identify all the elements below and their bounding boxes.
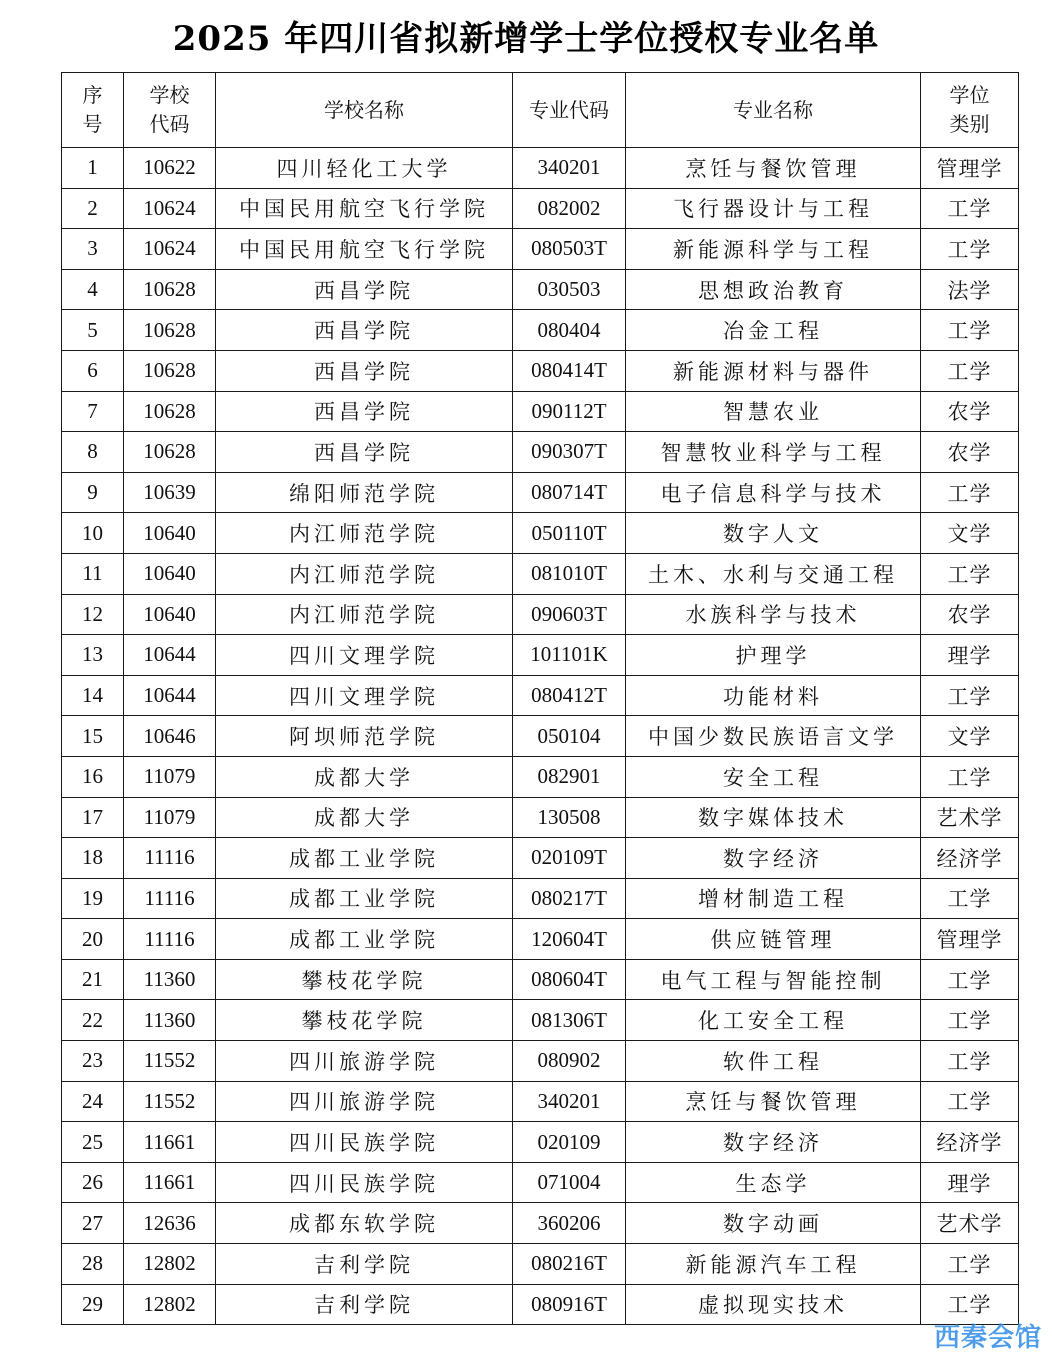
cell-school-name: 阿坝师范学院 xyxy=(216,716,513,757)
cell-school-code: 10646 xyxy=(124,716,216,757)
cell-seq: 23 xyxy=(62,1041,124,1082)
cell-school-name: 吉利学院 xyxy=(216,1284,513,1325)
table-row xyxy=(62,756,1019,797)
cell-seq: 20 xyxy=(62,919,124,960)
table-row xyxy=(62,878,1019,919)
cell-degree-type: 工学 xyxy=(921,472,1019,513)
cell-seq: 21 xyxy=(62,959,124,1000)
cell-seq: 1 xyxy=(62,148,124,189)
cell-school-code: 10628 xyxy=(124,310,216,351)
cell-school-code: 12636 xyxy=(124,1203,216,1244)
table-row xyxy=(62,797,1019,838)
cell-major-name: 电气工程与智能控制 xyxy=(626,959,921,1000)
cell-school-name: 成都工业学院 xyxy=(216,878,513,919)
cell-seq: 15 xyxy=(62,716,124,757)
cell-seq: 18 xyxy=(62,838,124,879)
cell-school-code: 11116 xyxy=(124,878,216,919)
cell-degree-type: 经济学 xyxy=(921,838,1019,879)
cell-major-name: 化工安全工程 xyxy=(626,1000,921,1041)
cell-major-code: 080902 xyxy=(513,1041,626,1082)
cell-school-code: 11079 xyxy=(124,756,216,797)
cell-major-name: 增材制造工程 xyxy=(626,878,921,919)
cell-school-code: 10640 xyxy=(124,553,216,594)
cell-degree-type: 工学 xyxy=(921,878,1019,919)
table-row xyxy=(62,1284,1019,1325)
cell-major-code: 080412T xyxy=(513,675,626,716)
cell-major-code: 340201 xyxy=(513,148,626,189)
cell-seq: 24 xyxy=(62,1081,124,1122)
cell-degree-type: 管理学 xyxy=(921,148,1019,189)
cell-seq: 5 xyxy=(62,310,124,351)
cell-major-code: 080414T xyxy=(513,350,626,391)
cell-school-code: 10624 xyxy=(124,229,216,270)
cell-major-name: 飞行器设计与工程 xyxy=(626,188,921,229)
cell-school-code: 11661 xyxy=(124,1122,216,1163)
cell-school-name: 西昌学院 xyxy=(216,310,513,351)
cell-seq: 29 xyxy=(62,1284,124,1325)
table-row xyxy=(62,269,1019,310)
table-row xyxy=(62,513,1019,554)
cell-school-name: 四川民族学院 xyxy=(216,1162,513,1203)
cell-school-name: 四川轻化工大学 xyxy=(216,148,513,189)
cell-school-code: 10628 xyxy=(124,432,216,473)
table-row xyxy=(62,1041,1019,1082)
cell-seq: 16 xyxy=(62,756,124,797)
cell-degree-type: 工学 xyxy=(921,188,1019,229)
cell-seq: 6 xyxy=(62,350,124,391)
table-row xyxy=(62,188,1019,229)
cell-major-code: 080217T xyxy=(513,878,626,919)
cell-degree-type: 农学 xyxy=(921,594,1019,635)
cell-major-code: 020109 xyxy=(513,1122,626,1163)
cell-degree-type: 工学 xyxy=(921,229,1019,270)
cell-school-name: 西昌学院 xyxy=(216,269,513,310)
cell-school-name: 四川旅游学院 xyxy=(216,1041,513,1082)
cell-major-name: 数字人文 xyxy=(626,513,921,554)
cell-major-name: 数字经济 xyxy=(626,838,921,879)
page-title: 2025 年四川省拟新增学士学位授权专业名单 xyxy=(172,19,880,59)
table-row xyxy=(62,391,1019,432)
cell-school-name: 四川旅游学院 xyxy=(216,1081,513,1122)
table-row xyxy=(62,553,1019,594)
table-header-row xyxy=(62,73,1019,148)
cell-school-code: 10622 xyxy=(124,148,216,189)
cell-major-code: 080604T xyxy=(513,959,626,1000)
cell-seq: 13 xyxy=(62,635,124,676)
cell-major-code: 050104 xyxy=(513,716,626,757)
cell-seq: 7 xyxy=(62,391,124,432)
cell-major-name: 护理学 xyxy=(626,635,921,676)
cell-school-code: 12802 xyxy=(124,1244,216,1285)
cell-degree-type: 农学 xyxy=(921,391,1019,432)
cell-school-name: 中国民用航空飞行学院 xyxy=(216,229,513,270)
cell-degree-type: 农学 xyxy=(921,432,1019,473)
cell-degree-type: 理学 xyxy=(921,635,1019,676)
cell-major-code: 090603T xyxy=(513,594,626,635)
cell-major-code: 082002 xyxy=(513,188,626,229)
cell-school-name: 西昌学院 xyxy=(216,391,513,432)
table-row xyxy=(62,350,1019,391)
cell-seq: 10 xyxy=(62,513,124,554)
cell-major-name: 烹饪与餐饮管理 xyxy=(626,1081,921,1122)
cell-seq: 4 xyxy=(62,269,124,310)
cell-school-code: 11116 xyxy=(124,919,216,960)
header-school-code: 学校 代码 xyxy=(124,73,216,148)
cell-major-code: 081010T xyxy=(513,553,626,594)
table-row xyxy=(62,959,1019,1000)
table-row xyxy=(62,919,1019,960)
cell-seq: 2 xyxy=(62,188,124,229)
cell-major-name: 水族科学与技术 xyxy=(626,594,921,635)
cell-major-code: 071004 xyxy=(513,1162,626,1203)
cell-school-name: 攀枝花学院 xyxy=(216,1000,513,1041)
table-row xyxy=(62,594,1019,635)
cell-school-name: 攀枝花学院 xyxy=(216,959,513,1000)
cell-degree-type: 工学 xyxy=(921,675,1019,716)
cell-seq: 17 xyxy=(62,797,124,838)
cell-major-code: 120604T xyxy=(513,919,626,960)
header-major-name: 专业名称 xyxy=(626,73,921,148)
cell-school-name: 成都大学 xyxy=(216,756,513,797)
cell-major-code: 030503 xyxy=(513,269,626,310)
cell-major-name: 土木、水利与交通工程 xyxy=(626,553,921,594)
cell-degree-type: 工学 xyxy=(921,1000,1019,1041)
cell-degree-type: 工学 xyxy=(921,310,1019,351)
cell-degree-type: 经济学 xyxy=(921,1122,1019,1163)
cell-school-code: 11552 xyxy=(124,1081,216,1122)
cell-major-code: 081306T xyxy=(513,1000,626,1041)
table-row xyxy=(62,1081,1019,1122)
cell-school-code: 10624 xyxy=(124,188,216,229)
cell-major-code: 082901 xyxy=(513,756,626,797)
cell-school-code: 11360 xyxy=(124,959,216,1000)
cell-major-code: 130508 xyxy=(513,797,626,838)
cell-major-name: 烹饪与餐饮管理 xyxy=(626,148,921,189)
cell-degree-type: 工学 xyxy=(921,959,1019,1000)
cell-school-code: 12802 xyxy=(124,1284,216,1325)
cell-seq: 26 xyxy=(62,1162,124,1203)
cell-school-name: 西昌学院 xyxy=(216,350,513,391)
table-body xyxy=(62,148,1019,1325)
cell-school-name: 西昌学院 xyxy=(216,432,513,473)
table-row xyxy=(62,1203,1019,1244)
cell-degree-type: 工学 xyxy=(921,756,1019,797)
cell-degree-type: 法学 xyxy=(921,269,1019,310)
table-row xyxy=(62,1244,1019,1285)
table-row xyxy=(62,838,1019,879)
header-seq: 序 号 xyxy=(62,73,124,148)
cell-seq: 8 xyxy=(62,432,124,473)
cell-school-name: 内江师范学院 xyxy=(216,553,513,594)
cell-major-name: 数字媒体技术 xyxy=(626,797,921,838)
cell-school-name: 中国民用航空飞行学院 xyxy=(216,188,513,229)
cell-major-name: 思想政治教育 xyxy=(626,269,921,310)
cell-seq: 19 xyxy=(62,878,124,919)
cell-school-code: 10628 xyxy=(124,269,216,310)
cell-school-name: 成都大学 xyxy=(216,797,513,838)
table-row xyxy=(62,1122,1019,1163)
cell-major-name: 软件工程 xyxy=(626,1041,921,1082)
table-row xyxy=(62,1162,1019,1203)
table-row xyxy=(62,716,1019,757)
cell-seq: 28 xyxy=(62,1244,124,1285)
header-major-code: 专业代码 xyxy=(513,73,626,148)
cell-major-name: 安全工程 xyxy=(626,756,921,797)
cell-major-code: 080916T xyxy=(513,1284,626,1325)
cell-school-code: 11360 xyxy=(124,1000,216,1041)
cell-major-code: 080216T xyxy=(513,1244,626,1285)
cell-school-name: 四川文理学院 xyxy=(216,635,513,676)
table-row xyxy=(62,472,1019,513)
cell-major-name: 智慧牧业科学与工程 xyxy=(626,432,921,473)
cell-major-code: 360206 xyxy=(513,1203,626,1244)
table-row xyxy=(62,148,1019,189)
cell-major-name: 电子信息科学与技术 xyxy=(626,472,921,513)
cell-degree-type: 管理学 xyxy=(921,919,1019,960)
table-row xyxy=(62,432,1019,473)
cell-major-code: 080404 xyxy=(513,310,626,351)
table-row xyxy=(62,675,1019,716)
cell-degree-type: 工学 xyxy=(921,1284,1019,1325)
cell-major-name: 数字经济 xyxy=(626,1122,921,1163)
watermark-logo: 西秦会馆 xyxy=(933,1323,1042,1353)
cell-seq: 9 xyxy=(62,472,124,513)
cell-major-code: 080714T xyxy=(513,472,626,513)
cell-seq: 11 xyxy=(62,553,124,594)
table-row xyxy=(62,229,1019,270)
cell-seq: 25 xyxy=(62,1122,124,1163)
cell-school-name: 四川文理学院 xyxy=(216,675,513,716)
cell-major-code: 090307T xyxy=(513,432,626,473)
cell-major-code: 020109T xyxy=(513,838,626,879)
cell-school-name: 成都工业学院 xyxy=(216,919,513,960)
table-row xyxy=(62,310,1019,351)
cell-degree-type: 工学 xyxy=(921,1244,1019,1285)
cell-school-name: 绵阳师范学院 xyxy=(216,472,513,513)
cell-school-name: 成都东软学院 xyxy=(216,1203,513,1244)
cell-major-name: 智慧农业 xyxy=(626,391,921,432)
cell-degree-type: 工学 xyxy=(921,553,1019,594)
header-school-name: 学校名称 xyxy=(216,73,513,148)
table-row xyxy=(62,1000,1019,1041)
cell-school-code: 11116 xyxy=(124,838,216,879)
cell-school-code: 10628 xyxy=(124,391,216,432)
cell-major-name: 功能材料 xyxy=(626,675,921,716)
cell-degree-type: 文学 xyxy=(921,716,1019,757)
cell-school-code: 10644 xyxy=(124,635,216,676)
cell-major-code: 090112T xyxy=(513,391,626,432)
cell-school-code: 10639 xyxy=(124,472,216,513)
cell-major-name: 新能源材料与器件 xyxy=(626,350,921,391)
cell-seq: 22 xyxy=(62,1000,124,1041)
cell-school-name: 内江师范学院 xyxy=(216,513,513,554)
cell-degree-type: 工学 xyxy=(921,1041,1019,1082)
cell-major-name: 数字动画 xyxy=(626,1203,921,1244)
cell-school-code: 10640 xyxy=(124,594,216,635)
cell-degree-type: 工学 xyxy=(921,1081,1019,1122)
cell-major-name: 生态学 xyxy=(626,1162,921,1203)
cell-degree-type: 工学 xyxy=(921,350,1019,391)
cell-degree-type: 艺术学 xyxy=(921,797,1019,838)
cell-major-name: 中国少数民族语言文学 xyxy=(626,716,921,757)
cell-major-code: 101101K xyxy=(513,635,626,676)
header-degree-type: 学位 类别 xyxy=(921,73,1019,148)
cell-school-code: 11661 xyxy=(124,1162,216,1203)
cell-school-code: 11552 xyxy=(124,1041,216,1082)
cell-degree-type: 文学 xyxy=(921,513,1019,554)
cell-seq: 27 xyxy=(62,1203,124,1244)
cell-school-name: 吉利学院 xyxy=(216,1244,513,1285)
cell-degree-type: 理学 xyxy=(921,1162,1019,1203)
cell-major-code: 340201 xyxy=(513,1081,626,1122)
cell-major-name: 新能源科学与工程 xyxy=(626,229,921,270)
cell-degree-type: 艺术学 xyxy=(921,1203,1019,1244)
cell-major-name: 新能源汽车工程 xyxy=(626,1244,921,1285)
cell-school-code: 10640 xyxy=(124,513,216,554)
cell-school-code: 11079 xyxy=(124,797,216,838)
cell-major-code: 080503T xyxy=(513,229,626,270)
cell-major-name: 供应链管理 xyxy=(626,919,921,960)
cell-school-name: 内江师范学院 xyxy=(216,594,513,635)
major-list-table xyxy=(61,72,1019,1325)
cell-school-code: 10628 xyxy=(124,350,216,391)
cell-seq: 3 xyxy=(62,229,124,270)
cell-major-name: 虚拟现实技术 xyxy=(626,1284,921,1325)
cell-seq: 14 xyxy=(62,675,124,716)
table-row xyxy=(62,635,1019,676)
cell-seq: 12 xyxy=(62,594,124,635)
cell-school-code: 10644 xyxy=(124,675,216,716)
cell-major-code: 050110T xyxy=(513,513,626,554)
cell-major-name: 冶金工程 xyxy=(626,310,921,351)
cell-school-name: 四川民族学院 xyxy=(216,1122,513,1163)
cell-school-name: 成都工业学院 xyxy=(216,838,513,879)
